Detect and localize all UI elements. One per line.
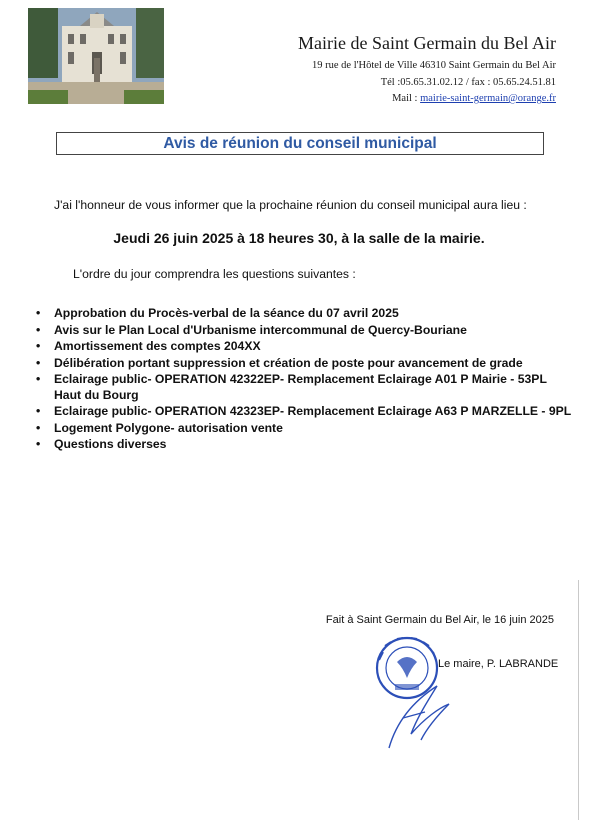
- agenda-item: [36, 323, 576, 339]
- bullet-icon: •: [36, 404, 41, 418]
- notice-title-box: [56, 132, 544, 155]
- mairie-stamp-signature: [367, 630, 547, 750]
- intro-text: J'ai l'honneur de vous informer que la prochaine réunion du conseil municipal aura lieu :: [54, 198, 527, 212]
- place-date: Fait à Saint Germain du Bel Air, le 16 juin 2025: [325, 614, 554, 626]
- mairie-phone-fax: Tél :05.65.31.02.12 / fax : 05.65.24.51.81: [380, 77, 556, 88]
- bullet-icon: •: [36, 355, 41, 370]
- mail-link[interactable]: mairie-saint-germain@orange.fr: [420, 93, 556, 104]
- bullet-icon: •: [36, 339, 41, 353]
- agenda-item-text: Logement Polygone- autorisation vente: [54, 420, 283, 435]
- agenda-item: [36, 339, 576, 355]
- mairie-mail: [392, 93, 556, 104]
- order-intro: L'ordre du jour comprendra les questions suivantes :: [73, 267, 356, 281]
- mairie-title: Mairie de Saint Germain du Bel Air: [298, 33, 556, 53]
- bullet-icon: •: [36, 437, 41, 451]
- agenda-list: [36, 306, 576, 454]
- agenda-item: [36, 356, 576, 372]
- bullet-icon: •: [36, 306, 41, 320]
- agenda-item-text: Eclairage public- OPERATION 42322EP- Remplacement Eclairage A01 P Mairie - 53PL Haut du Bourg: [54, 372, 547, 402]
- agenda-item: [36, 437, 576, 453]
- mayor-signature-name: Le maire, P. LABRANDE: [438, 658, 559, 670]
- bullet-icon: •: [36, 322, 41, 337]
- scan-edge-line: [578, 580, 579, 820]
- town-hall-image: [28, 8, 164, 104]
- agenda-item-text: Eclairage public- OPERATION 42323EP- Remplacement Eclairage A63 P MARZELLE - 9PL: [54, 404, 572, 418]
- agenda-item-text: Délibération portant suppression et création de poste pour avancement de grade: [54, 355, 523, 370]
- notice-title: Avis de réunion du conseil municipal: [163, 135, 437, 152]
- agenda-item-text: Avis sur le Plan Local d'Urbanisme intercommunal de Quercy-Bouriane: [54, 322, 467, 337]
- bullet-icon: •: [36, 372, 41, 386]
- agenda-item: [36, 404, 576, 420]
- meeting-date: Jeudi 26 juin 2025 à 18 heures 30, à la salle de la mairie.: [113, 230, 485, 246]
- agenda-item: [36, 372, 576, 403]
- agenda-item-text: Amortissement des comptes 204XX: [54, 339, 261, 353]
- mail-label: Mail :: [392, 93, 418, 104]
- bullet-icon: •: [36, 420, 41, 435]
- agenda-item-text: Questions diverses: [54, 437, 167, 451]
- agenda-item: [36, 306, 576, 322]
- town-hall-photo: [28, 8, 164, 104]
- mairie-address: 19 rue de l'Hôtel de Ville 46310 Saint Germain du Bel Air: [312, 60, 556, 71]
- agenda-item: [36, 421, 576, 437]
- agenda-item-text: Approbation du Procès-verbal de la séance du 07 avril 2025: [54, 306, 399, 320]
